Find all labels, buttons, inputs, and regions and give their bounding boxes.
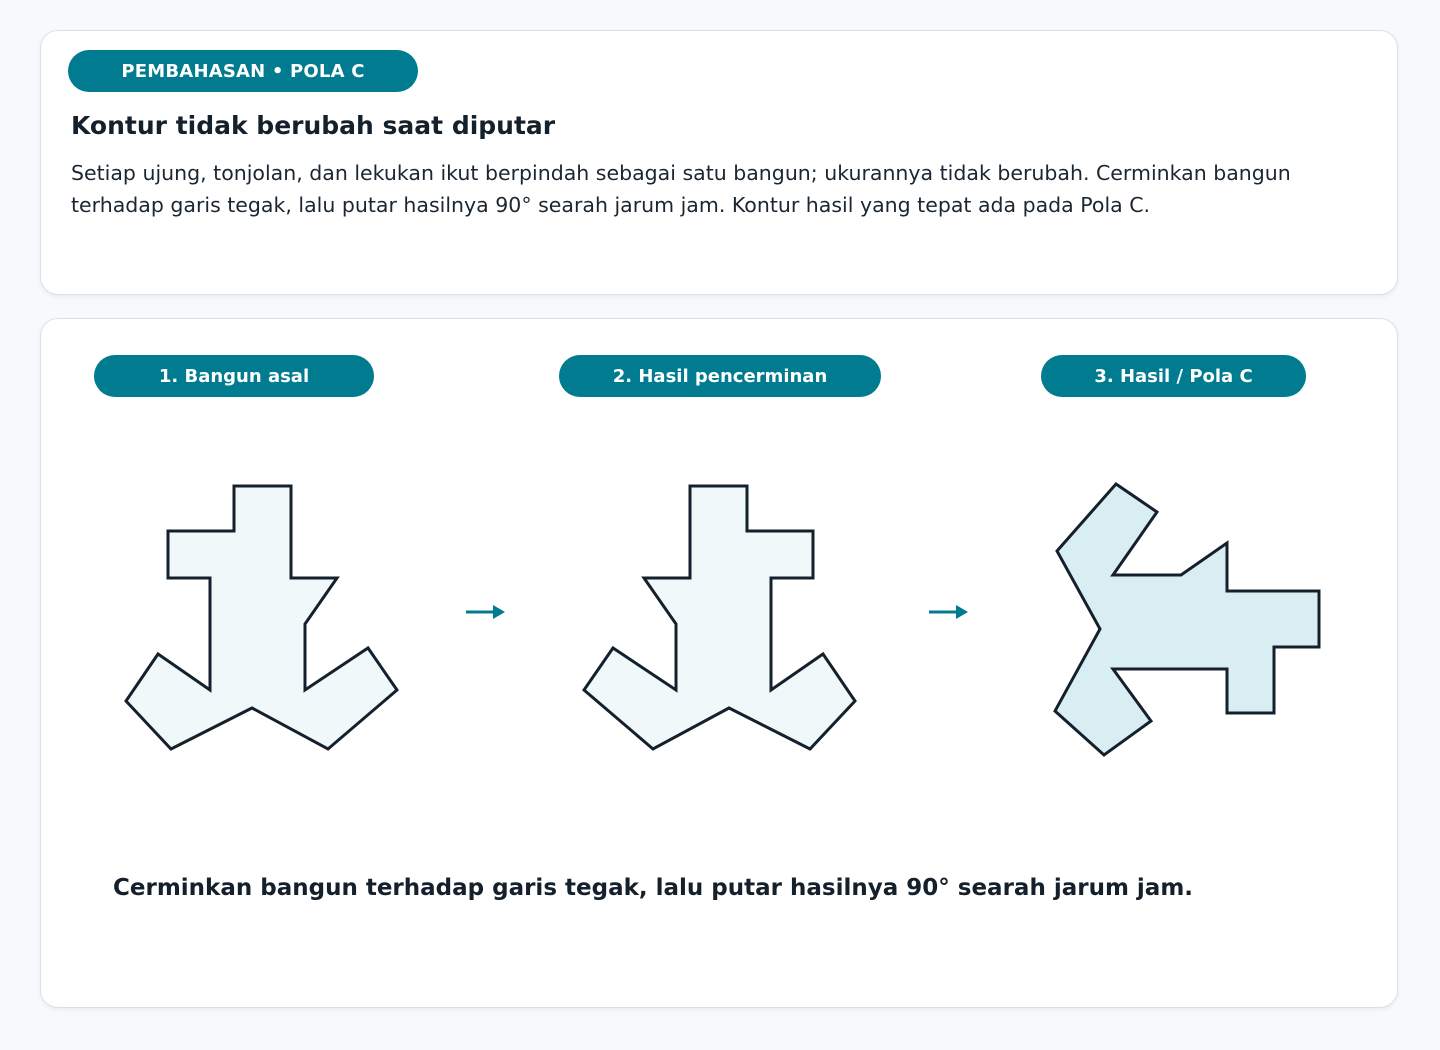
step-2-label: 2. Hasil pencerminan bbox=[559, 355, 881, 397]
step-3-label: 3. Hasil / Pola C bbox=[1041, 355, 1306, 397]
intro-body: Setiap ujung, tonjolan, dan lekukan ikut berpindah sebagai satu bangun; ukurannya tidak berubah. Cerminkan bangun terhadap garis tegak, lalu putar hasilnya 90° searah jarum jam. Kontur hasil yang tepat ada pada Pola C. bbox=[71, 161, 1291, 217]
intro-card bbox=[40, 30, 1398, 295]
step-1-label: 1. Bangun asal bbox=[94, 355, 374, 397]
result-shape-pola-c bbox=[1055, 484, 1319, 755]
intro-title: Kontur tidak berubah saat diputar bbox=[71, 111, 556, 140]
instruction-text: Cerminkan bangun terhadap garis tegak, lalu putar hasilnya 90° searah jarum jam. bbox=[113, 875, 1194, 901]
arrow-right-icon bbox=[929, 605, 968, 619]
section-badge: PEMBAHASAN • POLA C bbox=[68, 50, 418, 92]
mirrored-shape bbox=[584, 486, 855, 749]
original-shape bbox=[126, 486, 397, 749]
diagram-card bbox=[40, 318, 1398, 1008]
arrow-right-icon bbox=[466, 605, 505, 619]
transformation-diagram bbox=[41, 319, 1399, 1009]
